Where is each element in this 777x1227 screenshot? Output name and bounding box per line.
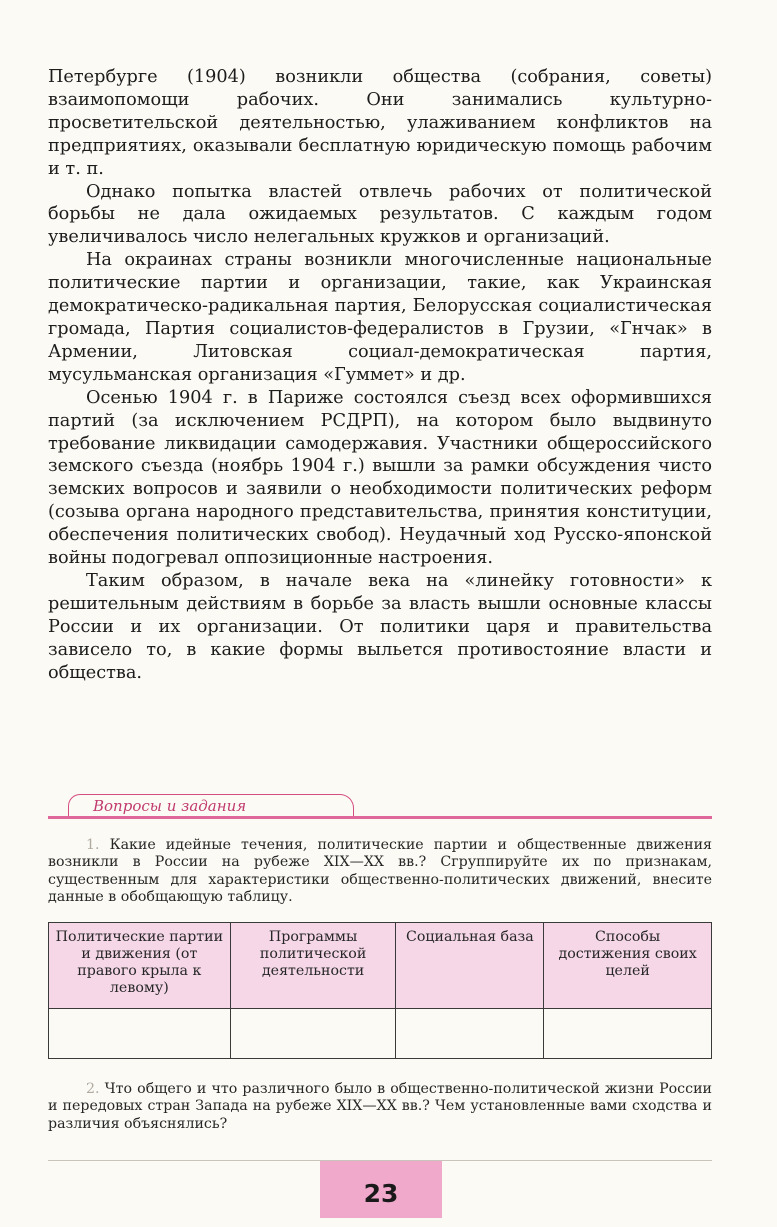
page-number: 23 bbox=[320, 1161, 442, 1218]
paragraph: Таким образом, в начале века на «линейку готовности» к решительным действиям в борьбе за власть вышли основные классы России и их организации. От политики царя и правительства зависело то, в какие формы выльется противостояние власти и общества. bbox=[48, 570, 712, 683]
question-number: 1. bbox=[86, 837, 100, 853]
table-row bbox=[49, 1009, 712, 1059]
table-header-row bbox=[49, 923, 712, 1009]
table-header-cell: Социальная база bbox=[396, 923, 544, 1009]
question-number: 2. bbox=[86, 1081, 100, 1097]
paragraph: Осенью 1904 г. в Париже состоялся съезд всех оформившихся партий (за исключением РСДРП), на котором было выдвинуто требование ликвидации самодержавия. Участники общероссийского земского съезда (ноябрь 1904 г.) вышли за рамки обсуждения чисто земских вопросов и заявили о необходимости политических реформ (созыва органа народного представительства, принятия конституции, обеспечения политических свобод). Неудачный ход Русско-японской войны подогревал оппозиционные настроения. bbox=[48, 387, 712, 569]
question-2 bbox=[48, 1081, 712, 1133]
table-header-cell: Программы политической деятельности bbox=[230, 923, 396, 1009]
paragraph: Петербурге (1904) возникли общества (собрания, советы) взаимопомощи рабочих. Они занимались культурно-просветительской деятельностью, улаживанием конфликтов на предприятиях, оказывали бесплатную юридическую помощь рабочим и т. п. bbox=[48, 67, 712, 179]
paragraph: На окраинах страны возникли многочисленные национальные политические партии и организации, такие, как Украинская демократическо-радикальная партия, Белорусская социалистическая громада, Партия социалистов-федералистов в Грузии, «Гнчак» в Армении, Литовская социал-демократическая партия, мусульманская организация «Гуммет» и др. bbox=[48, 250, 712, 385]
table-cell bbox=[49, 1009, 231, 1059]
questions-section-title: Вопросы и задания bbox=[68, 794, 354, 816]
questions-section-header bbox=[48, 794, 712, 826]
table-header-cell: Политические партии и движения (от правого крыла к левому) bbox=[49, 923, 231, 1009]
summary-table bbox=[48, 922, 712, 1059]
table-cell bbox=[544, 1009, 712, 1059]
question-text: Какие идейные течения, политические партии и общественные движения возникли в России на рубеже XIX—XX вв.? Сгруппируйте их по признакам, существенным для характеристики общественно-политических движений, внесите данные в обобщающую таблицу. bbox=[48, 837, 712, 905]
table-cell bbox=[396, 1009, 544, 1059]
paragraph: Однако попытка властей отвлечь рабочих от политической борьбы не дала ожидаемых результатов. С каждым годом увеличивалось число нелегальных кружков и организаций. bbox=[48, 181, 712, 248]
section-divider bbox=[48, 816, 712, 819]
question-text: Что общего и что различного было в общественно-политической жизни России и передовых стран Запада на рубеже XIX—XX вв.? Чем установленные вами сходства и различия объяснялись? bbox=[48, 1081, 712, 1132]
table-header-cell: Способы достижения своих целей bbox=[544, 923, 712, 1009]
table-cell bbox=[230, 1009, 396, 1059]
question-1 bbox=[48, 837, 712, 906]
main-text bbox=[48, 66, 712, 684]
